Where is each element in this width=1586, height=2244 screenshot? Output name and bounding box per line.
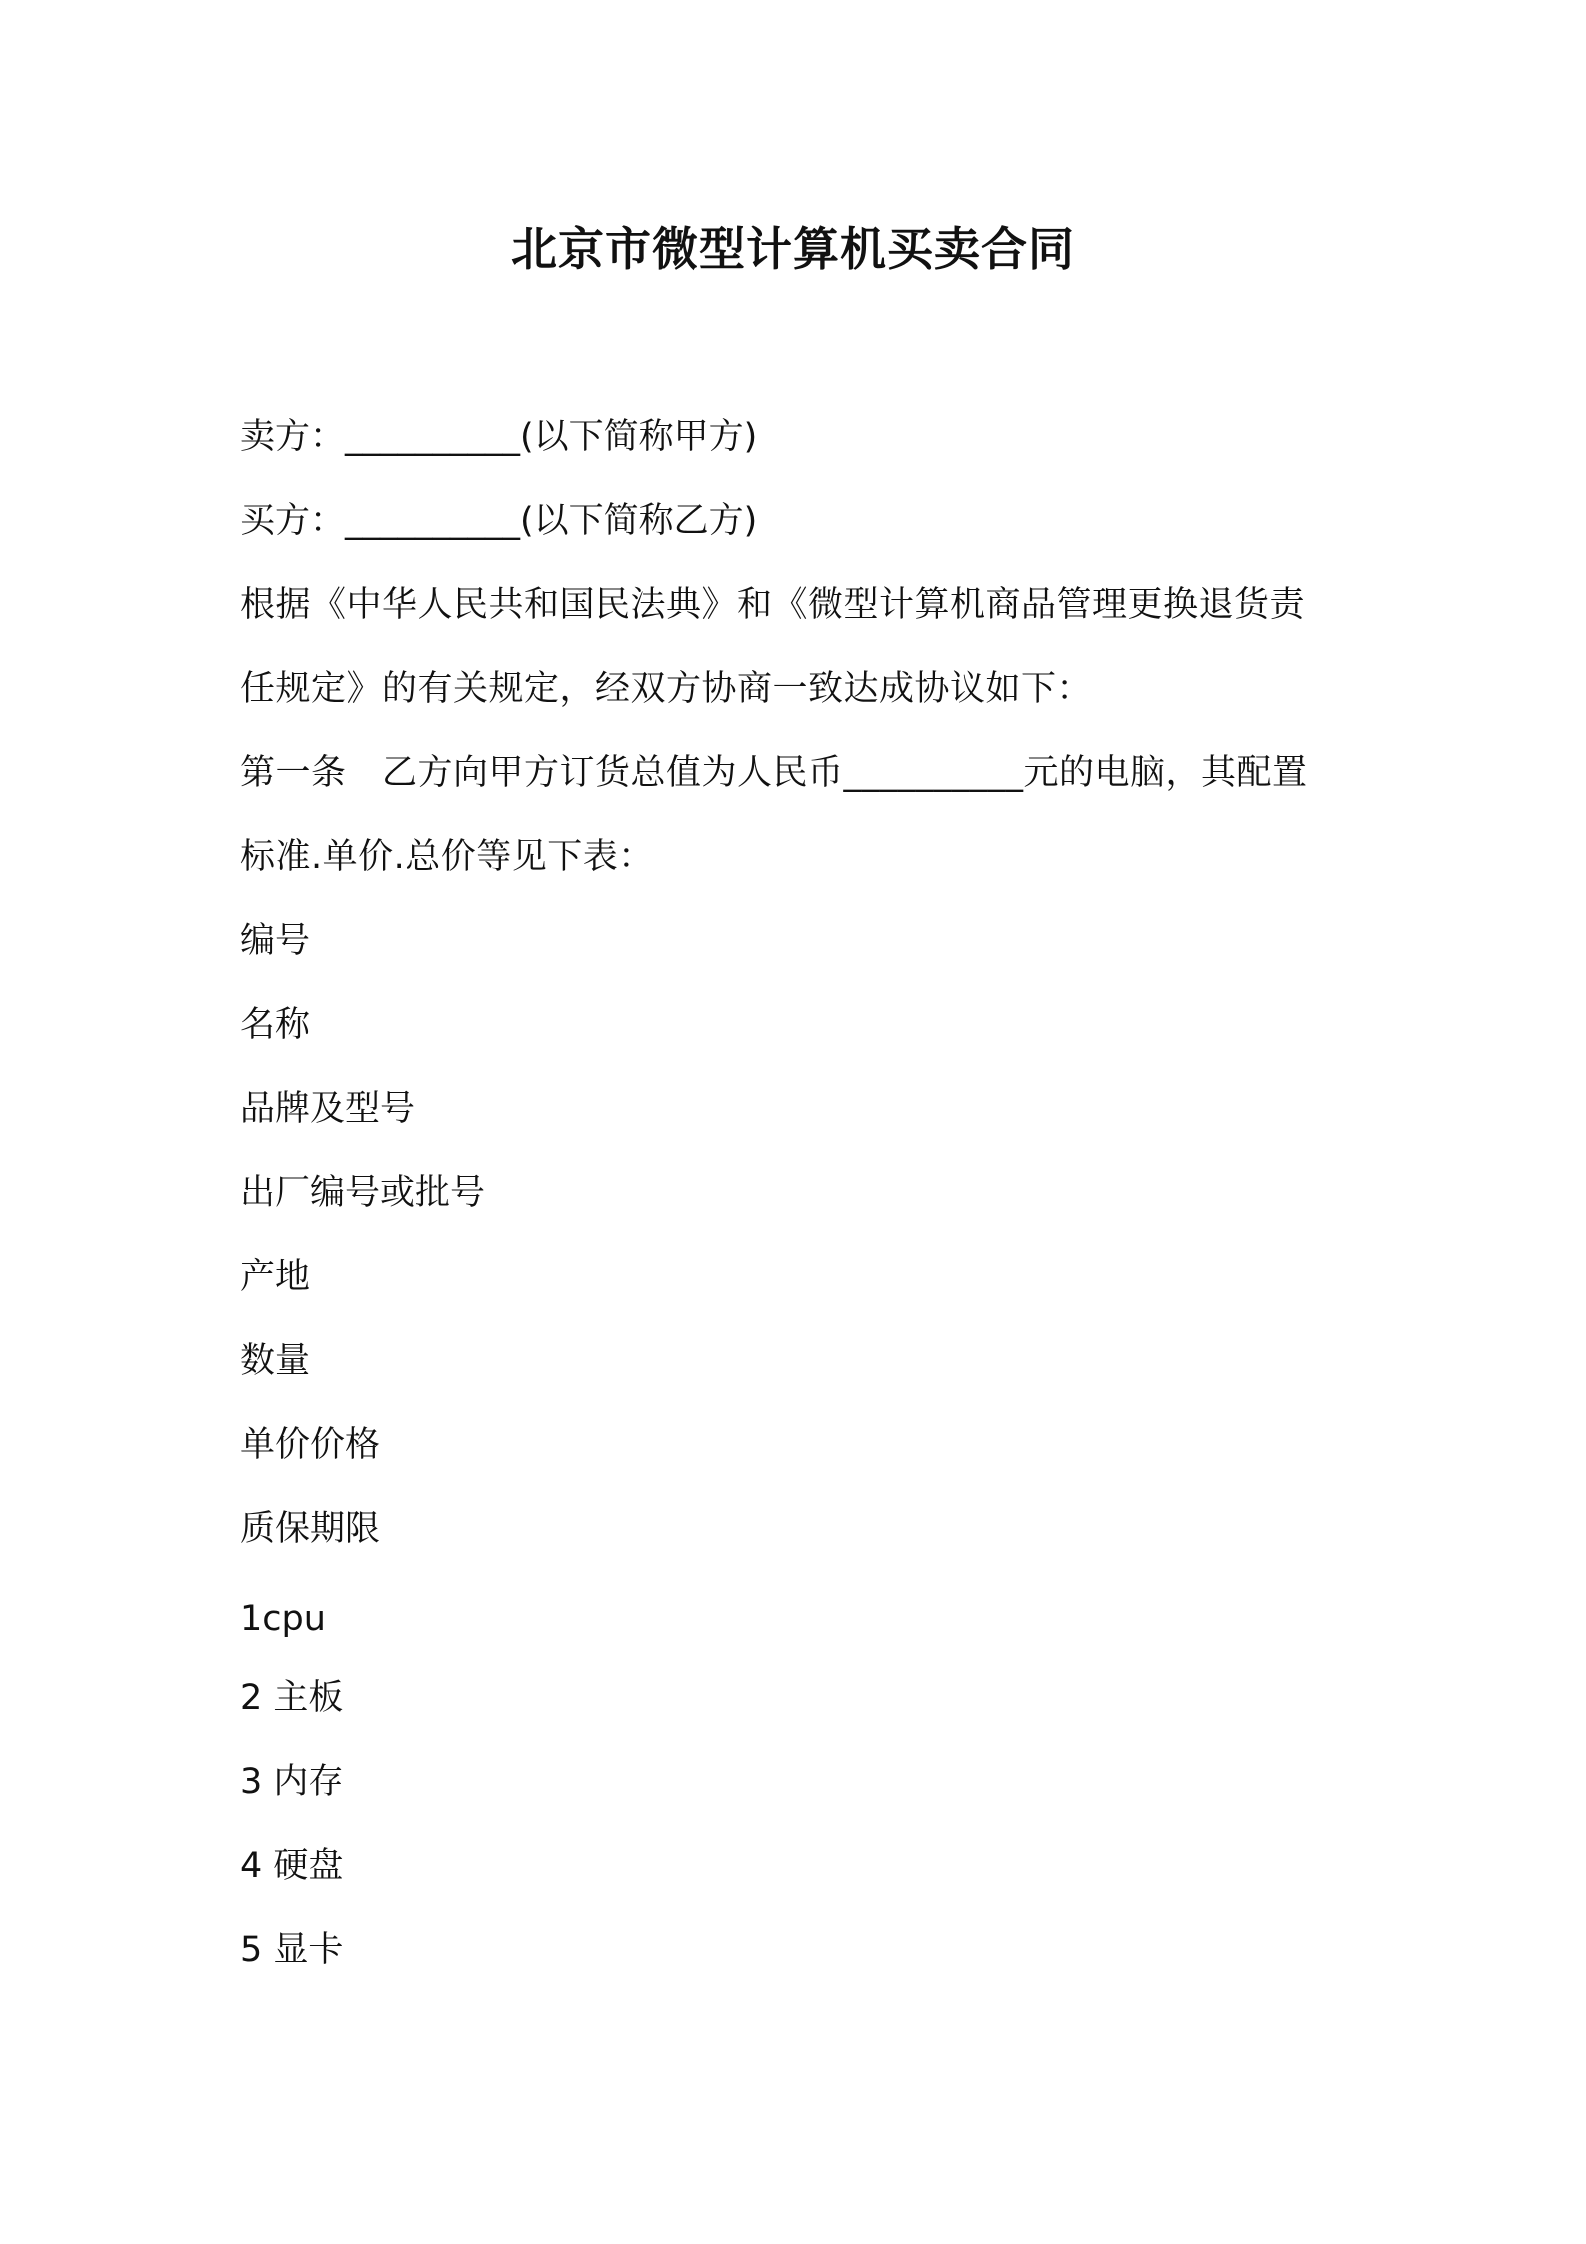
item-row-graphics-card: 5 显卡 [240,1930,344,1970]
table-header-unit-price: 单价价格 [240,1425,381,1465]
intro-paragraph-line-1: 根据《中华人民共和国民法典》和《微型计算机商品管理更换退货责 [240,585,1306,625]
document-title: 北京市微型计算机买卖合同 [511,222,1075,276]
item-row-memory: 3 内存 [240,1762,344,1802]
table-header-name: 名称 [240,1005,311,1045]
buyer-line: 买方：__________(以下简称乙方) [240,501,758,541]
table-header-brand-model: 品牌及型号 [240,1089,416,1129]
intro-paragraph-line-2: 任规定》的有关规定，经双方协商一致达成协议如下： [240,669,1093,709]
item-row-motherboard: 2 主板 [240,1678,344,1718]
item-row-cpu: 1cpu [240,1599,326,1639]
article-1-line-1: 第一条 乙方向甲方订货总值为人民币__________元的电脑，其配置 [240,753,1308,793]
table-header-warranty: 质保期限 [240,1509,381,1549]
seller-line: 卖方：__________(以下简称甲方) [240,417,758,457]
table-header-quantity: 数量 [240,1341,311,1381]
table-header-serial-batch: 出厂编号或批号 [240,1173,486,1213]
table-header-origin: 产地 [240,1257,311,1297]
article-1-line-2: 标准.单价.总价等见下表： [240,837,654,877]
table-header-number: 编号 [240,921,311,961]
item-row-hard-disk: 4 硬盘 [240,1846,344,1886]
